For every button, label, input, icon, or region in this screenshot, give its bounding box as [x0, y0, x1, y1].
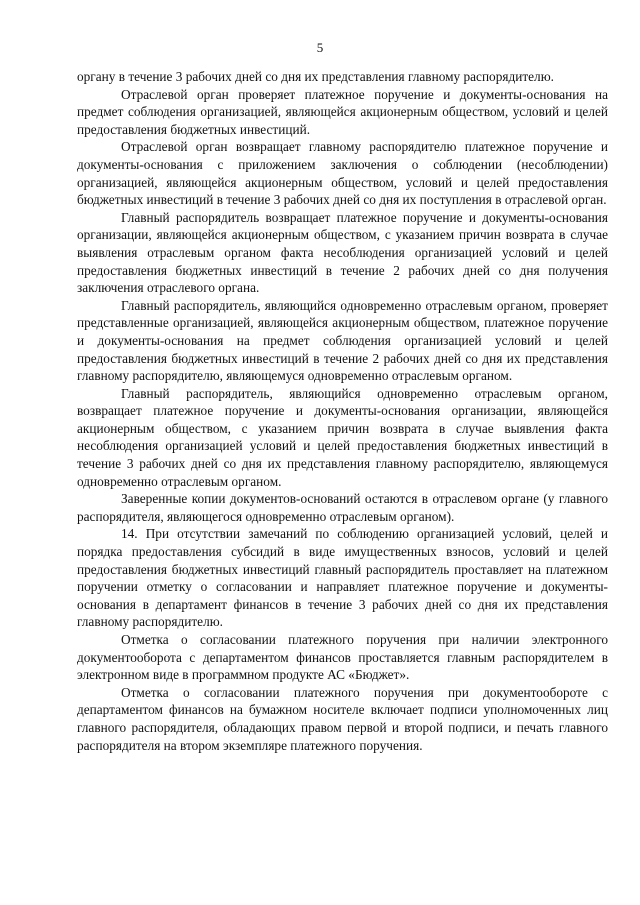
paragraph-certified-copies: Заверенные копии документов-оснований остаются в отраслевом органе (у главного распорядителя, являющегося одновременно отраслевым органом).	[77, 491, 608, 524]
paragraph-sector-body-checks: Отраслевой орган проверяет платежное поручение и документы-основания на предмет соблюдения организацией, являющейся акционерным обществом, условий и целей предоставления бюджетных инвестиций.	[77, 86, 608, 137]
paragraph-electronic-approval: Отметка о согласовании платежного поручения при наличии электронного документооборота с департаментом финансов проставляется главным распорядителем в электронном виде в программном продукте АС «Бюджет».	[77, 632, 608, 683]
paragraph-sector-body-returns: Отраслевой орган возвращает главному распорядителю платежное поручение и документы-основания с приложением заключения о соблюдении (несоблюдении) организацией, являющейся акционерным обществом, условий и целей предоставления бюджетных инвестиций в течение 3 рабочих дней со дня их поступления в отраслевой орган.	[77, 139, 608, 208]
paragraph-continuation: органу в течение 3 рабочих дней со дня их представления главному распорядителю.	[77, 69, 554, 84]
page-number: 5	[316, 40, 324, 55]
paragraph-item-14: 14. При отсутствии замечаний по соблюдению организацией условий, целей и порядка предоставления субсидий в виде имущественных взносов, условий и целей предоставления бюджетных инвестиций главный распорядитель проставляет на платежном поручении отметку о согласовании и направляет платежное поручение и документы-основания в департамент финансов в течение 3 рабочих дней со дня их представления главному распорядителю.	[77, 526, 608, 630]
paragraph-chief-manager-returns-documents: Главный распорядитель, являющийся одновременно отраслевым органом, возвращает платежное поручение и документы-основания организации, являющейся акционерным обществом, с указанием причин возврата в случае выявления факта несоблюдения организацией условий и целей предоставления бюджетных инвестиций в течение 3 рабочих дней со дня их представления главному распорядителю, являющемуся одновременно отраслевым органом.	[77, 385, 608, 489]
paragraph-chief-manager-returns: Главный распорядитель возвращает платежное поручение и документы-основания организации, являющейся акционерным обществом, с указанием причин возврата в случае выявления отраслевым органом факта несоблюдения организацией условий и целей предоставления бюджетных инвестиций в течение 2 рабочих дней со дня получения заключения отраслевого органа.	[77, 209, 608, 296]
paragraph-chief-manager-checks: Главный распорядитель, являющийся одновременно отраслевым органом, проверяет представленные организацией, являющейся акционерным обществом, платежное поручение и документы-основания на предмет соблюдения организацией условий и целей предоставления бюджетных инвестиций в течение 2 рабочих дней со дня их представления главному распорядителю, являющемуся одновременно отраслевым органом.	[77, 297, 608, 384]
document-body	[77, 68, 608, 754]
paragraph-paper-approval: Отметка о согласовании платежного поручения при документообороте с департаментом финансов на бумажном носителе включает подписи уполномоченных лиц главного распорядителя, обладающих правом первой и второй подписи, и печать главного распорядителя на втором экземпляре платежного поручения.	[77, 684, 608, 753]
